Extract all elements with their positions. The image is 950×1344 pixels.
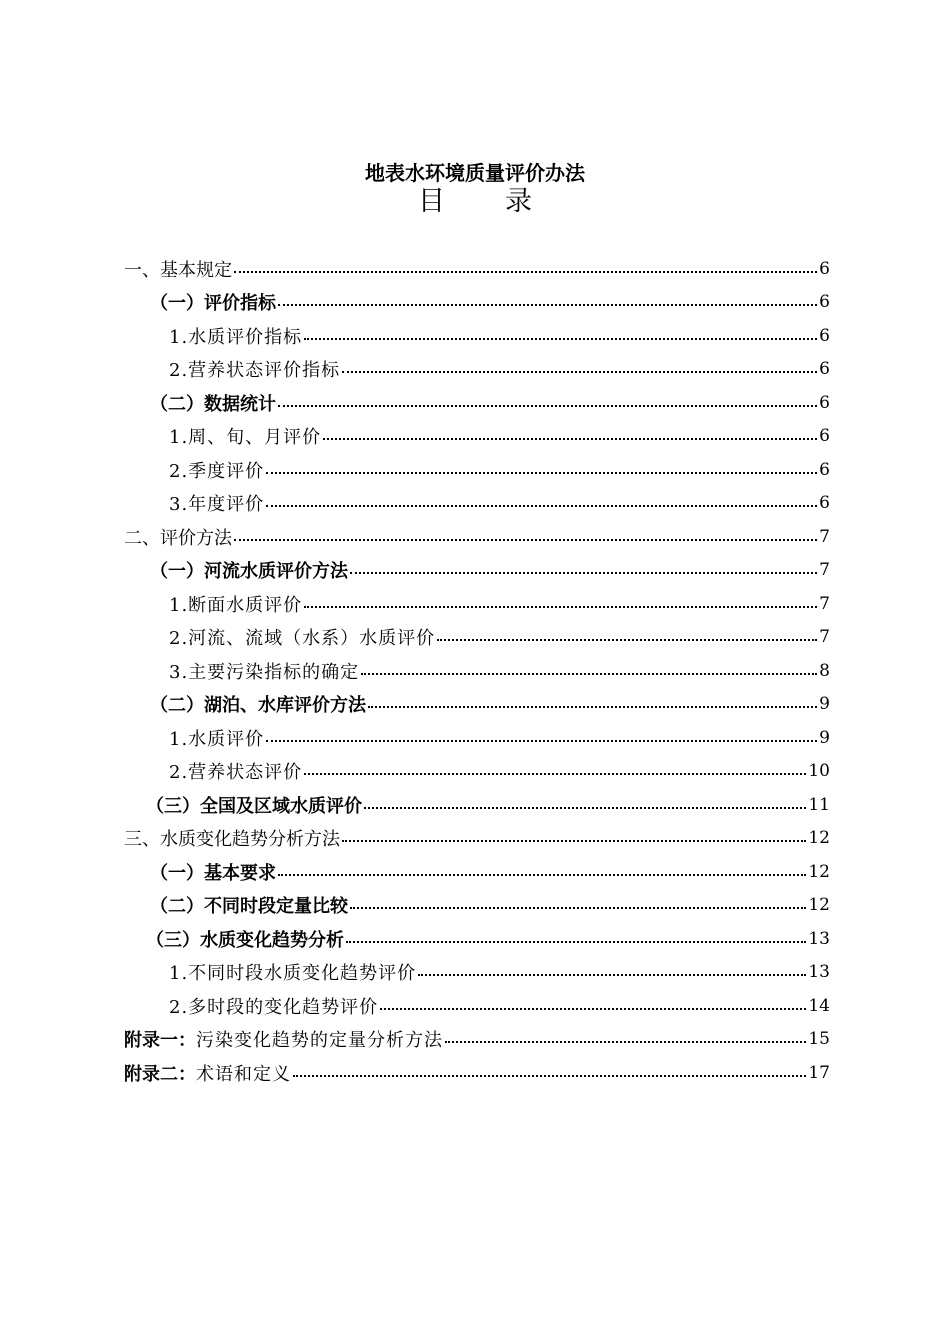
toc-leader-dots <box>346 941 806 943</box>
toc-entry[interactable] <box>124 956 830 990</box>
toc-page-number: 12 <box>808 861 830 882</box>
toc-entry[interactable] <box>124 855 830 889</box>
toc-page-number: 6 <box>819 426 830 447</box>
toc-page-number: 10 <box>808 761 830 782</box>
toc-entry[interactable] <box>124 654 830 688</box>
toc-page-number: 6 <box>819 359 830 380</box>
toc-entry[interactable] <box>124 386 830 420</box>
toc-entry-label: 2.河流、流域（水系）水质评价 <box>169 628 436 650</box>
toc-leader-dots <box>293 1075 806 1077</box>
toc-entry[interactable] <box>124 621 830 655</box>
toc-entry-label: 三、水质变化趋势分析方法 <box>124 829 340 851</box>
toc-entry-prefix: 附录二： <box>124 1063 196 1085</box>
toc-leader-dots <box>342 840 806 842</box>
toc-entry[interactable] <box>124 1056 830 1090</box>
toc-entry[interactable] <box>124 922 830 956</box>
toc-leader-dots <box>342 371 817 373</box>
toc-entry-label: （一）河流水质评价方法 <box>150 561 348 583</box>
toc-leader-dots <box>304 773 806 775</box>
toc-entry-label: （二）数据统计 <box>150 393 276 415</box>
toc-page-number: 14 <box>808 995 830 1016</box>
table-of-contents <box>124 252 830 1090</box>
toc-page-number: 7 <box>819 593 830 614</box>
toc-leader-dots <box>304 606 817 608</box>
toc-leader-dots <box>445 1041 806 1043</box>
toc-entry[interactable] <box>124 319 830 353</box>
toc-leader-dots <box>350 572 817 574</box>
toc-leader-dots <box>304 338 817 340</box>
toc-entry[interactable] <box>124 252 830 286</box>
toc-leader-dots <box>364 807 806 809</box>
toc-leader-dots <box>380 1008 806 1010</box>
toc-leader-dots <box>323 438 817 440</box>
toc-heading: 目录 <box>418 186 592 217</box>
toc-entry-prefix: 附录一： <box>124 1030 196 1052</box>
toc-entry-label: 1.水质评价 <box>169 728 265 750</box>
toc-page-number: 6 <box>819 258 830 279</box>
toc-page-number: 13 <box>808 928 830 949</box>
toc-entry-label: （二）不同时段定量比较 <box>150 896 348 918</box>
toc-entry[interactable] <box>124 420 830 454</box>
toc-entry-label: 2.多时段的变化趋势评价 <box>169 996 379 1018</box>
toc-entry[interactable] <box>124 989 830 1023</box>
toc-entry-label: 2.营养状态评价 <box>169 762 303 784</box>
toc-entry[interactable] <box>124 453 830 487</box>
toc-entry-label: （一）基本要求 <box>150 862 276 884</box>
toc-entry-label <box>124 1026 443 1052</box>
toc-leader-dots <box>278 405 817 407</box>
toc-entry[interactable] <box>124 286 830 320</box>
toc-entry[interactable] <box>124 520 830 554</box>
toc-page-number: 8 <box>819 660 830 681</box>
toc-entry[interactable] <box>124 755 830 789</box>
toc-leader-dots <box>234 271 817 273</box>
toc-leader-dots <box>437 639 817 641</box>
toc-entry[interactable] <box>124 822 830 856</box>
toc-page-number: 6 <box>819 325 830 346</box>
toc-page-number: 15 <box>808 1029 830 1050</box>
toc-page-number: 9 <box>819 694 830 715</box>
toc-leader-dots <box>350 907 806 909</box>
toc-entry-label: 2.营养状态评价指标 <box>169 360 341 382</box>
toc-leader-dots <box>266 472 817 474</box>
toc-entry[interactable] <box>124 487 830 521</box>
toc-leader-dots <box>234 539 817 541</box>
toc-entry-label: （二）湖泊、水库评价方法 <box>150 695 366 717</box>
toc-entry-label <box>124 1060 291 1086</box>
toc-entry[interactable] <box>124 1023 830 1057</box>
toc-entry-title: 污染变化趋势的定量分析方法 <box>196 1030 443 1052</box>
toc-entry-label: 二、评价方法 <box>124 527 232 549</box>
toc-entry-label: 3.主要污染指标的确定 <box>169 661 360 683</box>
toc-entry-label: 1.不同时段水质变化趋势评价 <box>169 963 417 985</box>
toc-page-number: 12 <box>808 895 830 916</box>
toc-entry[interactable] <box>124 554 830 588</box>
toc-page-number: 9 <box>819 727 830 748</box>
toc-leader-dots <box>266 740 817 742</box>
toc-page-number: 6 <box>819 392 830 413</box>
toc-entry-label: （三）水质变化趋势分析 <box>146 929 344 951</box>
toc-page-number: 12 <box>808 828 830 849</box>
toc-entry-label: 一、基本规定 <box>124 259 232 281</box>
toc-entry[interactable] <box>124 788 830 822</box>
toc-page-number: 7 <box>819 627 830 648</box>
toc-page-number: 6 <box>819 493 830 514</box>
toc-entry-label: 1.断面水质评价 <box>169 594 303 616</box>
toc-entry-label: 1.水质评价指标 <box>169 326 303 348</box>
toc-entry-label: （一）评价指标 <box>150 293 276 315</box>
toc-entry-title: 术语和定义 <box>196 1063 291 1085</box>
toc-leader-dots <box>278 874 806 876</box>
toc-leader-dots <box>418 974 806 976</box>
toc-entry-label: 1.周、旬、月评价 <box>169 427 322 449</box>
toc-page-number: 17 <box>808 1062 830 1083</box>
toc-page-number: 6 <box>819 292 830 313</box>
toc-entry-label: （三）全国及区域水质评价 <box>146 795 362 817</box>
toc-entry[interactable] <box>124 353 830 387</box>
toc-entry[interactable] <box>124 587 830 621</box>
toc-entry[interactable] <box>124 721 830 755</box>
toc-page-number: 7 <box>819 560 830 581</box>
document-title: 地表水环境质量评价办法 <box>365 161 585 185</box>
toc-page-number: 6 <box>819 459 830 480</box>
toc-leader-dots <box>278 304 817 306</box>
toc-page-number: 7 <box>819 526 830 547</box>
toc-leader-dots <box>368 706 817 708</box>
toc-page-number: 13 <box>808 962 830 983</box>
toc-leader-dots <box>266 505 817 507</box>
toc-entry[interactable] <box>124 688 830 722</box>
toc-entry[interactable] <box>124 889 830 923</box>
toc-page-number: 11 <box>808 794 830 815</box>
toc-entry-label: 3.年度评价 <box>169 494 265 516</box>
toc-leader-dots <box>361 673 817 675</box>
toc-entry-label: 2.季度评价 <box>169 460 265 482</box>
